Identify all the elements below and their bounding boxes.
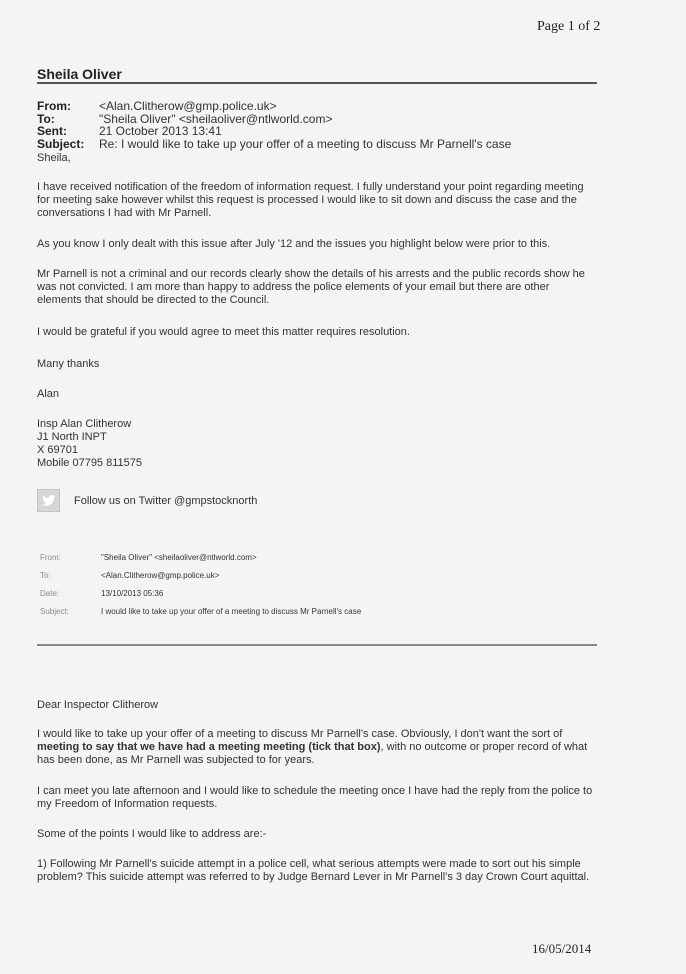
original-paragraph-2: I can meet you late afternoon and I would like to schedule the meeting once I have had the reply from the police to my Freedom of Information requests. bbox=[37, 785, 593, 810]
footer-date: 16/05/2014 bbox=[532, 941, 592, 956]
from-value: <Alan.Clitherow@gmp.police.uk> bbox=[99, 99, 277, 113]
fwd-subject-label: Subject: bbox=[40, 607, 69, 616]
header-subject-row bbox=[37, 138, 511, 151]
email-header bbox=[37, 100, 511, 150]
twitter-icon[interactable] bbox=[37, 489, 60, 512]
fwd-from-value: "Sheila Oliver" <sheilaoliver@ntlworld.com> bbox=[101, 553, 257, 562]
page-number: Page 1 of 2 bbox=[537, 19, 601, 34]
reply-name: Alan bbox=[37, 388, 60, 400]
signature-line: X 69701 bbox=[37, 444, 78, 456]
sent-label: Sent: bbox=[37, 124, 67, 138]
fwd-from-label: From: bbox=[40, 553, 61, 562]
signature-line: Mobile 07795 811575 bbox=[37, 457, 142, 469]
original-p1-text-end: , with no outcome or proper record of what has been done, as Mr Parnell was subjected to for years. bbox=[37, 741, 588, 766]
to-label: To: bbox=[37, 111, 55, 126]
subject-label: Subject: bbox=[37, 136, 85, 151]
original-greeting: Dear Inspector Clitherow bbox=[37, 699, 159, 711]
forwarded-header bbox=[40, 549, 361, 621]
fwd-date-row bbox=[40, 585, 361, 603]
subject-value: Re: I would like to take up your offer of a meeting to discuss Mr Parnell's case bbox=[99, 136, 512, 151]
fwd-date-label: Date: bbox=[40, 589, 60, 598]
header-divider bbox=[37, 82, 597, 84]
original-p1-text: I would like to take up your offer of a meeting to discuss Mr Parnell's case. Obviously, I don't want the sort of bbox=[37, 728, 563, 740]
original-p1-emphasis: meeting to say that we have had a meeting meeting (tick that box) bbox=[37, 741, 381, 753]
fwd-from-row bbox=[40, 549, 361, 567]
from-label: From: bbox=[37, 99, 71, 113]
forward-divider bbox=[37, 644, 597, 646]
twitter-row bbox=[37, 489, 257, 512]
fwd-date-value: 13/10/2013 05:36 bbox=[101, 589, 164, 598]
reply-paragraph-2: As you know I only dealt with this issue after July '12 and the issues you highlight below were prior to this. bbox=[37, 238, 551, 250]
reply-paragraph-3: Mr Parnell is not a criminal and our records clearly show the details of his arrests and the public records show he was not convicted. I am more than happy to address the police elements of your email but there are other elements that should be directed to the Council. bbox=[37, 268, 585, 306]
header-sent-row bbox=[37, 125, 511, 138]
reply-paragraph-1: I have received notification of the freedom of information request. I fully understand your point regarding meeting for meeting sake however whilst this request is processed I would like to sit down and discuss the case and the conversations I had with Mr Parnell. bbox=[37, 181, 584, 219]
to-value: "Sheila Oliver" <sheilaoliver@ntlworld.com> bbox=[99, 111, 333, 126]
original-paragraph-1 bbox=[37, 728, 597, 767]
fwd-subject-value: I would like to take up your offer of a meeting to discuss Mr Parnell's case bbox=[101, 607, 362, 616]
reply-paragraph-4: I would be grateful if you would agree to meet this matter requires resolution. bbox=[37, 326, 410, 338]
signature-line: Insp Alan Clitherow bbox=[37, 418, 132, 430]
reply-greeting: Sheila, bbox=[37, 152, 71, 164]
reply-thanks: Many thanks bbox=[37, 358, 100, 370]
original-paragraph-3: Some of the points I would like to address are:- bbox=[37, 828, 267, 840]
sent-value: 21 October 2013 13:41 bbox=[99, 124, 222, 138]
signature-line: J1 North INPT bbox=[37, 431, 107, 443]
signature bbox=[37, 418, 597, 470]
fwd-subject-row bbox=[40, 603, 361, 621]
original-paragraph-4: 1) Following Mr Parnell's suicide attempt in a police cell, what serious attempts were made to sort out his simple problem? This suicide attempt was referred to by Judge Bernard Lever in Mr Parnell's 3 day Crown Court aquittal. bbox=[37, 858, 590, 883]
fwd-to-label: To: bbox=[40, 571, 51, 580]
header-from-row bbox=[37, 100, 511, 113]
twitter-follow-text: Follow us on Twitter @gmpstocknorth bbox=[74, 494, 258, 507]
sender-name: Sheila Oliver bbox=[37, 66, 122, 82]
fwd-to-value: <Alan.Clitherow@gmp.police.uk> bbox=[101, 571, 220, 580]
fwd-to-row bbox=[40, 567, 361, 585]
